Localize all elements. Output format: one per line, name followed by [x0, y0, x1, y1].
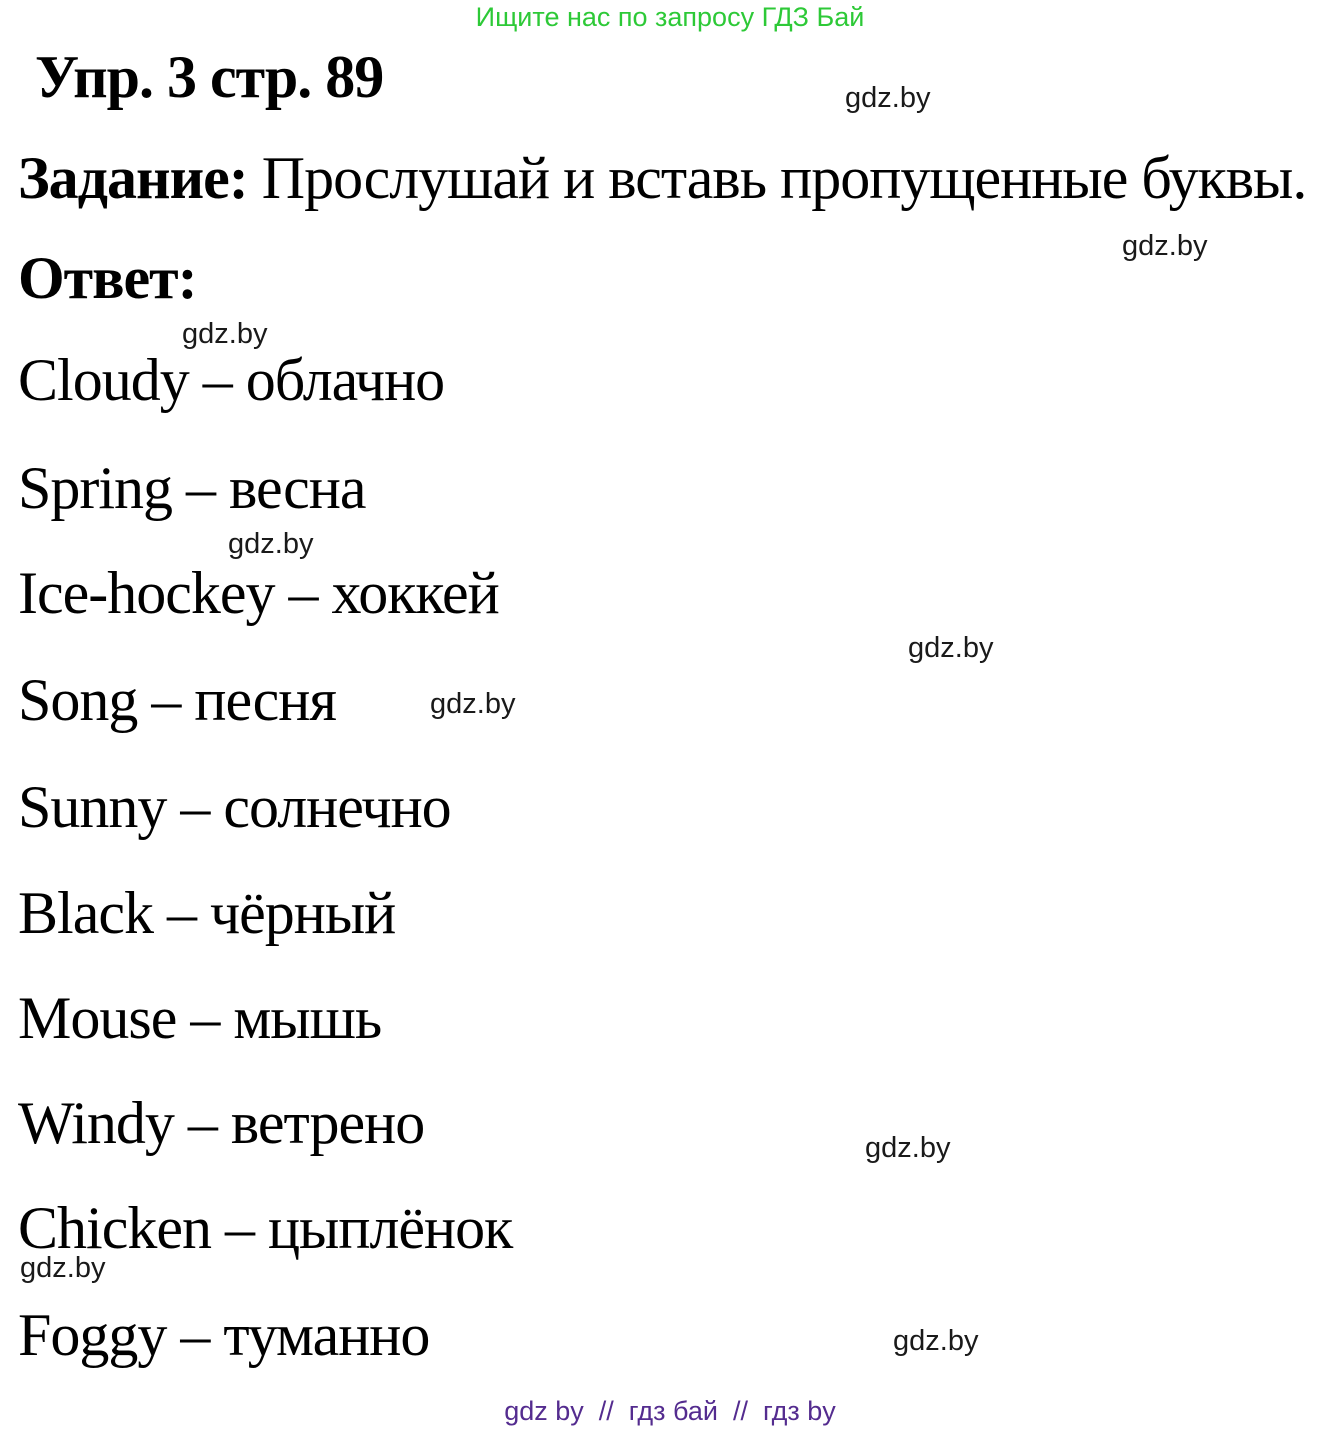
answer-item: Black – чёрный — [18, 880, 396, 946]
answer-item: Ice-hockey – хоккей — [18, 560, 499, 626]
gdz-watermark: gdz.by — [865, 1132, 951, 1164]
answer-item: Song – песня — [18, 667, 336, 733]
answer-item: Windy – ветрено — [18, 1090, 425, 1156]
answer-item: Cloudy – облачно — [18, 347, 445, 413]
answer-item: Foggy – туманно — [18, 1302, 430, 1368]
answer-item: Spring – весна — [18, 455, 366, 521]
gdz-watermark: gdz.by — [845, 82, 931, 114]
task-line — [18, 145, 1307, 211]
answer-item: Mouse – мышь — [18, 985, 382, 1051]
task-text: Прослушай и вставь пропущенные буквы. — [261, 145, 1307, 211]
task-label: Задание: — [18, 145, 248, 211]
gdz-watermark: gdz.by — [182, 318, 268, 350]
footer-site-links: gdz by // гдз бай // гдз by — [504, 1396, 836, 1426]
gdz-watermark: gdz.by — [908, 632, 994, 664]
answer-item: Sunny – солнечно — [18, 774, 451, 840]
gdz-watermark: gdz.by — [1122, 230, 1208, 262]
answer-label: Ответ: — [18, 245, 197, 311]
gdz-watermark: gdz.by — [893, 1325, 979, 1357]
gdz-watermark: gdz.by — [20, 1252, 106, 1284]
promo-banner: Ищите нас по запросу ГДЗ Бай — [475, 2, 865, 32]
answer-item: Chicken – цыплёнок — [18, 1195, 513, 1261]
page-title: Упр. 3 стр. 89 — [35, 44, 384, 110]
gdz-watermark: gdz.by — [430, 688, 516, 720]
gdz-watermark: gdz.by — [228, 528, 314, 560]
